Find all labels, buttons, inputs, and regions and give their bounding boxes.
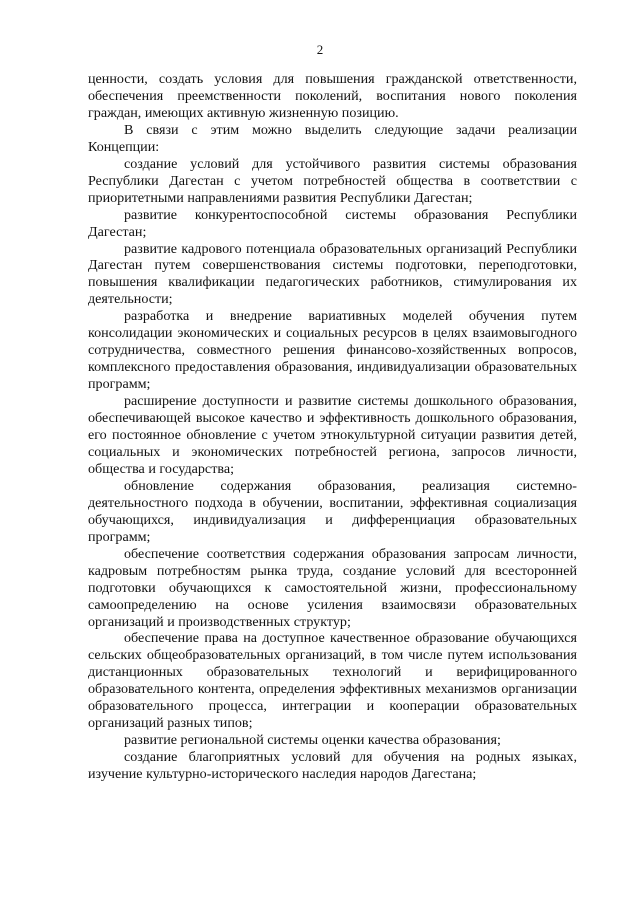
paragraph-task-labor-market: обеспечение соответствия содержания образования запросам личности, кадровым потребностям рынка труда, создание условий для всесторонней подготовки обучающихся к самостоятельной жизни, профессиональному самоопределению на основе усиления взаимосвязи образовательных организаций и производственных структур;: [88, 545, 577, 630]
paragraph-task-native-languages: создание благоприятных условий для обучения на родных языках, изучение культурно-исторического наследия народов Дагестана;: [88, 749, 577, 783]
paragraph-continuation: ценности, создать условия для повышения гражданской ответственности, обеспечения преемственности поколений, воспитания нового поколения граждан, имеющих активную жизненную позицию.: [88, 71, 577, 121]
document-body: [88, 71, 577, 783]
paragraph-task-rural-education: обеспечение права на доступное качественное образование обучающихся сельских общеобразовательных организаций, в том числе путем использования дистанционных образовательных технологий и верифицированного образовательного контента, определения эффективных механизмов организации образовательного процесса, интеграции и кооперации образовательных организаций разных типов;: [88, 630, 577, 732]
paragraph-tasks-intro: В связи с этим можно выделить следующие задачи реализации Концепции:: [88, 121, 577, 155]
paragraph-task-content-update: обновление содержания образования, реализация системно-деятельностного подхода в обучении, воспитании, эффективная социализация обучающихся, индивидуализация и дифференциация образовательных программ;: [88, 477, 577, 545]
paragraph-task-quality-assessment: развитие региональной системы оценки качества образования;: [124, 732, 501, 749]
paragraph-task-sustainable-development: создание условий для устойчивого развития системы образования Республики Дагестан с учетом потребностей общества в соответствии с приоритетными направлениями развития Республики Дагестан;: [88, 155, 577, 206]
paragraph-task-preschool-access: расширение доступности и развитие системы дошкольного образования, обеспечивающей высокое качество и эффективность дошкольного образования, его постоянное обновление с учетом этнокультурной ситуации развития детей, социальных и экономических потребностей региона, запросов личности, общества и государства;: [88, 393, 577, 477]
paragraph-task-staff-potential: развитие кадрового потенциала образовательных организаций Республики Дагестан путем совершенствования системы подготовки, переподготовки, повышения квалификации педагогических работников, стимулирования их деятельности;: [88, 240, 577, 308]
paragraph-task-variative-models: разработка и внедрение вариативных моделей обучения путем консолидации экономических и социальных ресурсов в целях взаимовыгодного сотрудничества, совместного решения финансово-хозяйственных вопросов, комплексного предоставления образования, индивидуализации образовательных программ;: [88, 308, 577, 393]
paragraph-task-competitive-system: развитие конкурентоспособной системы образования Республики Дагестан;: [88, 206, 577, 240]
page-number: 2: [316, 42, 324, 57]
